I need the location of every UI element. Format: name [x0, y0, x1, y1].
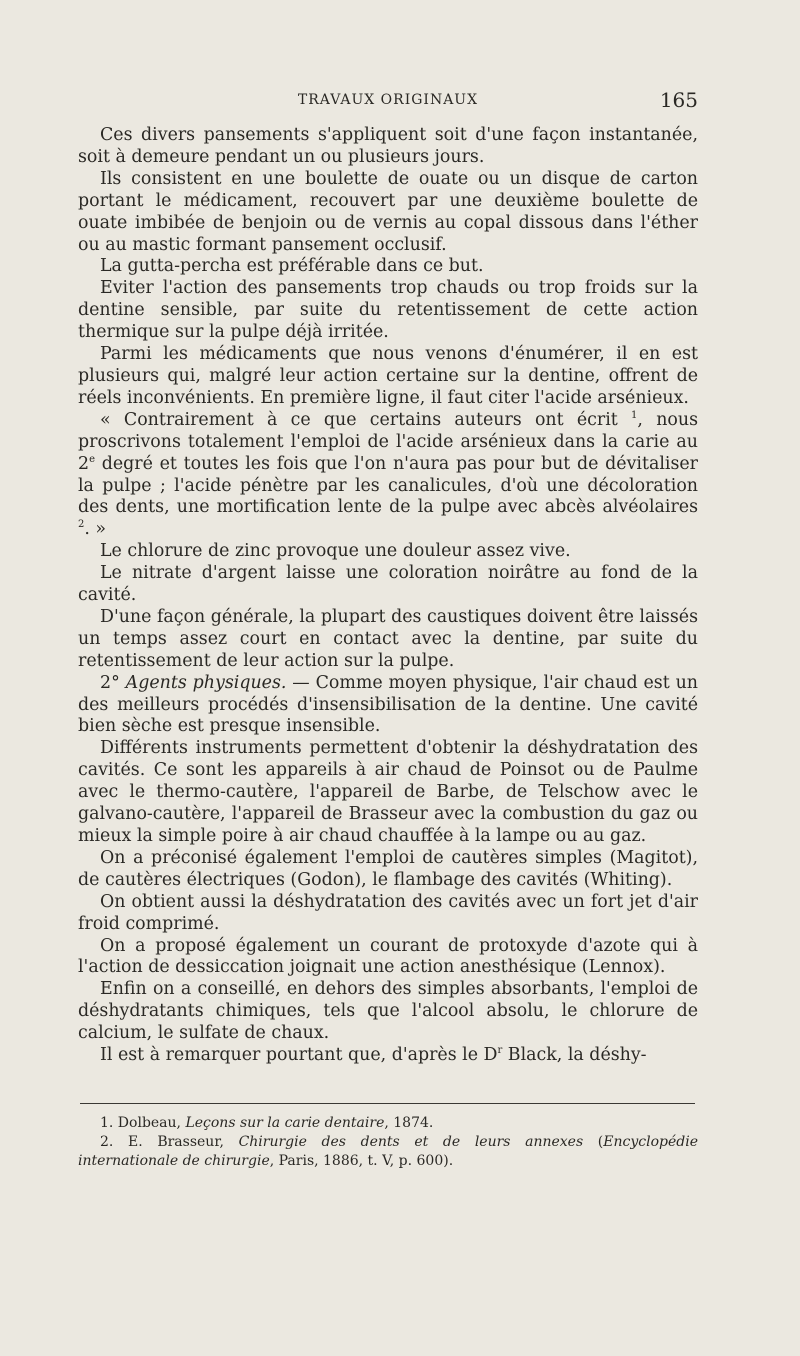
body-text — [78, 125, 698, 1067]
section-paragraph — [78, 673, 698, 739]
paragraph: Ces divers pansements s'appliquent soit d'une façon instantanée, soit à demeure pendant un ou plusieurs jours. — [78, 125, 698, 167]
paragraph: On obtient aussi la déshydratation des cavités avec un fort jet d'air froid comprimé. — [78, 891, 698, 934]
footnote-1 — [78, 1114, 698, 1133]
paragraph-text: Il est à remarquer pourtant que, d'après le D — [100, 1045, 498, 1066]
footnote-title: Encyclopédie internationale de chirurgie — [78, 1134, 698, 1169]
paragraph: Le nitrate d'argent laisse une coloration noirâtre au fond de la cavité. — [78, 563, 698, 606]
footnote-title: Chirurgie des dents et de leurs annexes — [238, 1134, 584, 1150]
abbrev-superscript: r — [497, 1045, 503, 1057]
quote-text: « Contrairement à ce que certains auteurs ont écrit — [100, 409, 632, 430]
paragraph: Ils consistent en une boulette de ouate ou un disque de carton portant le médicament, recouvert par une deuxième boulette de ouate imbibée de benjoin ou de vernis au copal dissous dans l'éther ou au mastic formant pansement occlusif. — [78, 168, 698, 255]
section-number: 2° — [100, 672, 120, 693]
footnote-text: , 1874. — [384, 1115, 434, 1131]
ordinal-superscript: e — [89, 453, 95, 465]
page-header — [78, 88, 698, 116]
section-text: — Comme moyen physique, l'air chaud est un des meilleurs procédés d'insensibilisation de la dentine. Une cavité bien sèche est presque insensible. — [78, 672, 698, 737]
footnote-text: 2. E. Brasseur, — [100, 1134, 239, 1150]
page-number: 165 — [659, 88, 698, 112]
paragraph: Le chlorure de zinc provoque une douleur assez vive. — [100, 541, 571, 562]
footnote-2 — [78, 1133, 698, 1171]
paragraph-text: Black, la déshy- — [502, 1045, 647, 1066]
section-heading: Agents physiques. — [125, 672, 287, 693]
paragraph: Parmi les médicaments que nous venons d'énumérer, il en est plusieurs qui, malgré leur action certaine sur la dentine, offrent de réels inconvénients. En première ligne, il faut citer l'acide arsénieux. — [78, 344, 698, 408]
quote-text: , nous proscrivons totalement l'emploi de l'acide arsénieux dans la carie au 2 — [78, 409, 698, 474]
footnote-ref-2: 2 — [78, 519, 85, 531]
paragraph: On a préconisé également l'emploi de cautères simples (Magitot), de cautères électriques (Godon), le flambage des cavités (Whiting). — [78, 847, 698, 890]
footnote-divider — [80, 1103, 695, 1104]
footnote-text: 1. Dolbeau, — [100, 1115, 186, 1131]
footnote-ref-1: 1 — [631, 409, 638, 421]
quote-text: . » — [84, 519, 107, 540]
paragraph: Enfin on a conseillé, en dehors des simples absorbants, l'emploi de déshydratants chimiques, tels que l'alcool absolu, le chlorure de calcium, le sulfate de chaux. — [78, 979, 698, 1044]
paragraph: D'une façon générale, la plupart des caustiques doivent être laissés un temps assez court en contact avec la dentine, par suite du retentissement de leur action sur la pulpe. — [78, 606, 698, 671]
footnote-title: Leçons sur la carie dentaire — [185, 1115, 385, 1131]
paragraph: On a proposé également un courant de protoxyde d'azote qui à l'action de dessiccation joignait une action anesthésique (Lennox). — [78, 935, 698, 978]
footnote-text: ( — [583, 1134, 604, 1150]
quote-text: degré et toutes les fois que l'on n'aura pas pour but de dévitaliser la pulpe ; l'acide pénètre par les canalicules, d'où une décoloration des dents, une mortification lente de la pulpe avec abcès alvéolaires — [78, 453, 698, 518]
paragraph: Différents instruments permettent d'obtenir la déshydratation des cavités. Ce sont les appareils à air chaud de Poinsot ou de Paulme avec le thermo-cautère, l'appareil de Barbe, de Telschow avec le galvano-cautère, l'appareil de Brasseur avec la combustion du gaz ou mieux la simple poire à air chaud chauffée à la lampe ou au gaz. — [78, 738, 698, 846]
footnote-text: , Paris, 1886, t. V, p. 600). — [269, 1153, 454, 1169]
quotation-paragraph — [78, 410, 698, 541]
paragraph: Eviter l'action des pansements trop chauds ou trop froids sur la dentine sensible, par suite du retentissement de cette action thermique sur la pulpe déjà irritée. — [78, 278, 698, 343]
footnotes — [78, 1114, 698, 1171]
running-title: TRAVAUX ORIGINAUX — [297, 92, 479, 108]
paragraph — [78, 1045, 698, 1067]
paragraph: La gutta-percha est préférable dans ce but. — [100, 256, 484, 277]
